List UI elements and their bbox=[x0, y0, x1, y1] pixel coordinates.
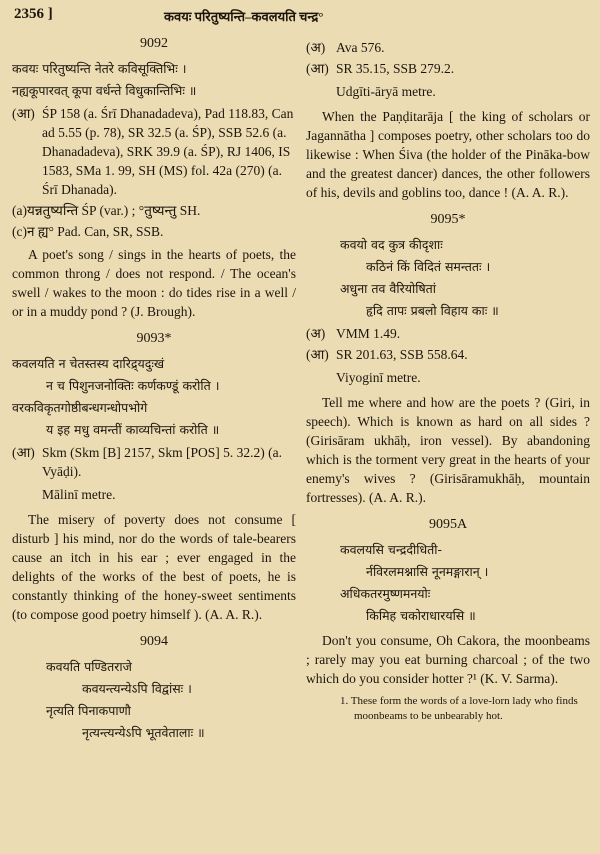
ref-text: VMM 1.49. bbox=[336, 326, 401, 341]
ref-label: (अ) bbox=[306, 326, 326, 341]
verse-line: कवयन्त्यन्येऽपि विद्वांसः । bbox=[82, 681, 192, 696]
verse-number-9092: 9092 bbox=[140, 36, 168, 51]
verse-number-9094: 9094 bbox=[140, 634, 168, 649]
verse-line: कवयः परितुष्यन्ति नेतरे कविसूक्तिभिः । bbox=[12, 61, 187, 76]
verse-line: अधुना तव वैरियोषितां bbox=[340, 281, 437, 296]
variant-text: न ह्य° Pad. Can, SR, SSB. bbox=[26, 224, 164, 239]
verse-line: य इह मधु वमन्तीं काव्यचिन्तां करोति ॥ bbox=[46, 422, 220, 437]
variant-label: (a) bbox=[12, 203, 27, 218]
translation: A poet's song / sings in the hearts of poets, the common throng / does not respond. / The ocean's swell / wakes to the moon : do tides rise in a well / or in a muddy pond ? (J. Brough). bbox=[12, 247, 296, 319]
metre-note: Mālinī metre. bbox=[42, 487, 116, 502]
verse-line: किमिह चकोराधारयसि ॥ bbox=[366, 608, 476, 623]
left-column bbox=[12, 36, 296, 744]
verse-line: न च पिशुनजनोक्तिः कर्णकण्डूं करोति । bbox=[46, 378, 220, 393]
running-head: कवयः परितुष्यन्ति–कवलयति चन्द्र° bbox=[164, 9, 324, 24]
verse-line: कवलयसि चन्द्रदीधिती- bbox=[340, 542, 443, 557]
translation: When the Paṇḍitarāja [ the king of scholars or Jagannātha ] composes poetry, other scholars too do likewise : When Śiva (the holder of the Pināka-bow and the greatest dancer) dances, the other followers of his, devils and goblins too, dance ! (A. A. R.). bbox=[306, 109, 590, 200]
translation: Don't you consume, Oh Cakora, the moonbeams ; rarely may you eat burning charcoal ; of the two which do you consider hotter ?¹ (K. V. Sarma). bbox=[306, 633, 590, 686]
verse-number-9095: 9095* bbox=[430, 212, 466, 227]
verse-line: कवयो वद कुत्र कीदृशाः bbox=[340, 237, 443, 252]
metre-note: Viyoginī metre. bbox=[336, 370, 421, 385]
ref-label: (आ) bbox=[12, 445, 35, 460]
ref-text: ŚP 158 (a. Śrī Dhanadadeva), Pad 118.83, Can ad 5.55 (p. 78), SR 32.5 (a. ŚP), SSB 52.6 (a. Dhanadadeva), SRK 39.9 (a. ŚP), RJ 1406, IS 1583, SMa 1. 99, SH (MS) fol. 42a (270) (a. Śrī Dhanada). bbox=[42, 106, 294, 197]
translation: Tell me where and how are the poets ? (Giri, in speech). Which is known as hard on all sides ? (Girisāram ukhāḥ, iron vessel). By abandoning which is the torment very great in the hearts of your enemy's wives ? (Girisāramukhāḥ, mountain fortresses). (A. A. R.). bbox=[306, 395, 590, 505]
verse-line: वरकविकृतगोष्ठीबन्धगन्धोपभोगे bbox=[12, 400, 148, 415]
source-ref-aa bbox=[306, 59, 590, 78]
right-column bbox=[306, 36, 590, 724]
verse-line: नृत्यति पिनाकपाणौ bbox=[46, 703, 131, 718]
verse-line: कवयति पण्डितराजे bbox=[46, 659, 132, 674]
ref-text: SR 35.15, SSB 279.2. bbox=[336, 61, 455, 76]
metre-note: Udgīti-āryā metre. bbox=[336, 84, 436, 99]
verse-line: कवलयति न चेतस्तस्य दारिद्र्यदुःखं bbox=[12, 356, 165, 371]
ref-label: (अ) bbox=[306, 40, 326, 55]
ref-label: (आ) bbox=[306, 61, 329, 76]
verse-line: कठिनं किं विदितं समन्ततः । bbox=[366, 259, 491, 274]
source-ref-a bbox=[306, 38, 590, 57]
source-references bbox=[12, 443, 296, 481]
page-header bbox=[14, 6, 586, 28]
ref-label: (आ) bbox=[12, 106, 35, 121]
source-references bbox=[12, 104, 296, 199]
source-ref-a bbox=[306, 324, 590, 343]
verse-line: अधिकतरमुष्णमनयोः bbox=[340, 586, 431, 601]
variant-c bbox=[12, 222, 296, 241]
verse-number-9095a: 9095A bbox=[428, 517, 468, 532]
verse-line: हृदि तापः प्रबलो विहाय काः ॥ bbox=[366, 303, 499, 318]
footnote: 1. These form the words of a love-lorn lady who finds moonbeams to be unbearably hot. bbox=[340, 695, 578, 722]
variant-label: (c) bbox=[12, 224, 27, 239]
verse-number-9093: 9093* bbox=[136, 331, 172, 346]
verse-line: नह्यकूपारवत् कूपा वर्धन्ते विधुकान्तिभिः ॥ bbox=[12, 83, 197, 98]
verse-line: र्नविरलमश्नासि नूनमङ्गारान् । bbox=[366, 564, 489, 579]
page-number: 2356 ] bbox=[14, 6, 53, 22]
variant-text: यन्नतुष्यन्ति ŚP (var.) ; °तुष्यन्तु SH. bbox=[26, 203, 201, 218]
verse-line: नृत्यन्त्यन्येऽपि भूतवेतालाः ॥ bbox=[82, 725, 205, 740]
source-ref-aa bbox=[306, 345, 590, 364]
ref-text: SR 201.63, SSB 558.64. bbox=[336, 347, 468, 362]
ref-text: Ava 576. bbox=[336, 40, 385, 55]
ref-label: (आ) bbox=[306, 347, 329, 362]
ref-text: Skm (Skm [B] 2157, Skm [POS] 5. 32.2) (a. Vyāḍi). bbox=[42, 445, 283, 479]
translation: The misery of poverty does not consume [ disturb ] his mind, nor do the words of tale-bearers cause an itch in his ear ; ever engaged in the delights of the works of the best of poets, he is constantly thinking of the honey-sweet sentiments (to compose good poetry himself ). (A. A. R.). bbox=[12, 512, 296, 622]
variant-a bbox=[12, 201, 296, 220]
